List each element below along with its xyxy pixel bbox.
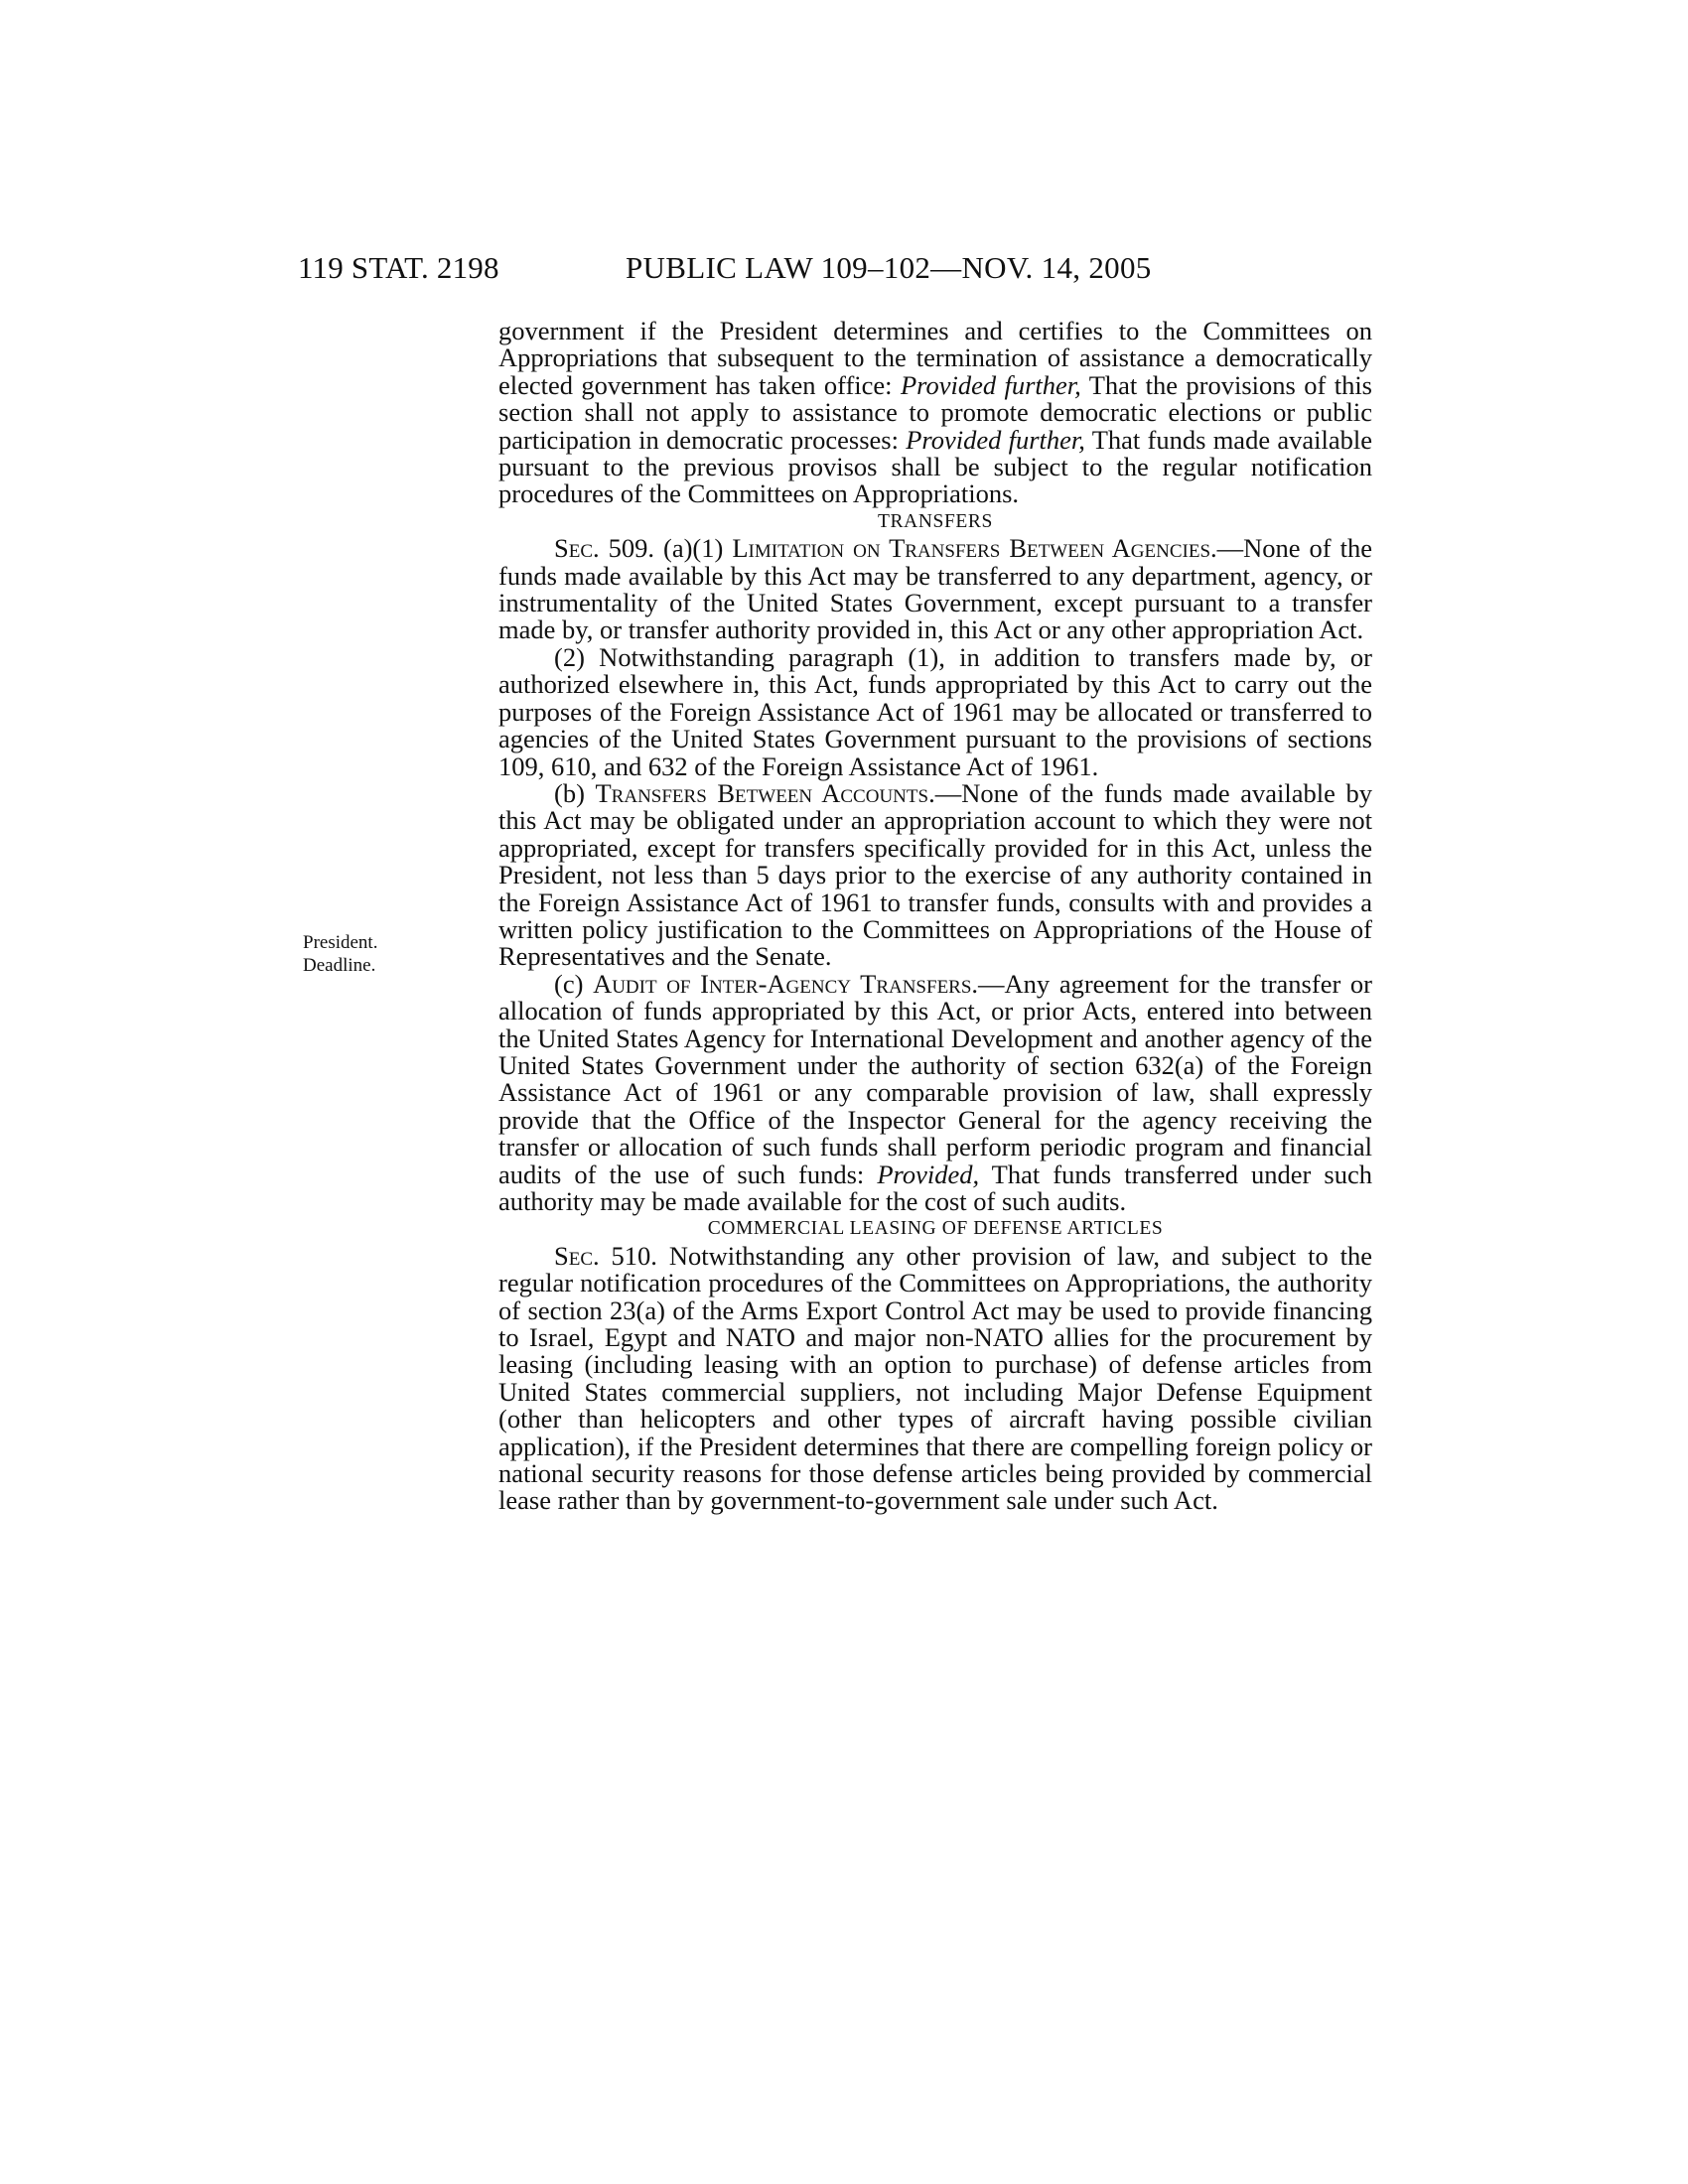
page-header — [0, 250, 1688, 290]
sec-509-a1 — [498, 535, 1372, 644]
public-law-citation: PUBLIC LAW 109–102—NOV. 14, 2005 — [626, 250, 1152, 285]
sec-509-c-number: (c) — [554, 968, 594, 999]
sec-509-a-title: Limitation on Transfers Between Agencies. — [732, 533, 1217, 564]
continued-text-2: That the provisions of this section shall not apply to assistance to promote democratic elections or public participation in democratic processes: — [498, 369, 1372, 455]
statute-page-number: 119 STAT. 2198 — [298, 250, 499, 285]
sec-509-c-title: Audit of Inter-Agency Transfers. — [593, 968, 979, 999]
body-text — [498, 318, 1372, 1515]
sec-509-b-title: Transfers Between Accounts. — [595, 777, 935, 808]
sec-510-label: Sec. 510. — [554, 1240, 657, 1271]
sec-510 — [498, 1240, 1372, 1516]
sec-509-a-number: (a)(1) — [654, 533, 733, 564]
sec-509-label: Sec. 509. — [554, 533, 655, 564]
margin-note-president: President. — [303, 932, 378, 953]
sec-509-c-text-2: That funds transferred under such authority may be made available for the cost of such audits. — [498, 1159, 1372, 1216]
continued-text-1: government if the President determines and certifies to the Committees on Appropriations that subsequent to the termination of assistance a democratically elected government has taken office: — [498, 316, 1372, 400]
sec-509-a2: (2) Notwithstanding paragraph (1), in addition to transfers made by, or authorized elsewhere in, this Act, funds appropriated by this Act to carry out the purposes of the Foreign Assistance Act of 1961 may be allocated or transferred to agencies of the United States Government pursuant to the provisions of sections 109, 610, and 632 of the Foreign Assistance Act of 1961. — [498, 641, 1372, 781]
margin-note — [303, 931, 377, 977]
proviso-italic-1: Provided further, — [900, 369, 1081, 400]
sec-509-c — [498, 968, 1372, 1216]
sec-509-b-number: (b) — [554, 777, 596, 808]
sec-509-b — [498, 777, 1372, 972]
margin-note-deadline: Deadline. — [303, 955, 376, 976]
sec-509-c-text: —Any agreement for the transfer or allocation of funds appropriated by this Act, or prior Acts, entered into between the United States Agency for International Development and another agency of the United States Government under the authority of section 632(a) of the Foreign Assistance Act of 1961 or any comparable provision of law, shall expressly provide that the Office of the Inspector General for the agency receiving the transfer or allocation of such funds shall perform periodic program and financial audits of the use of such funds: — [498, 968, 1372, 1189]
section-heading-commercial-leasing: COMMERCIAL LEASING OF DEFENSE ARTICLES — [707, 1218, 1164, 1240]
sec-509-c-proviso-italic: Provided, — [877, 1159, 980, 1189]
sec-510-text: Notwithstanding any other provision of law, and subject to the regular notification procedures of the Committees on Appropriations, the authority of section 23(a) of the Arms Export Control Act may be used to provide financing to Israel, Egypt and NATO and major non-NATO allies for the procurement by leasing (including leasing with an option to purchase) of defense articles from United States commercial suppliers, not including Major Defense Equipment (other than helicopters and other types of aircraft having possible civilian application), if the President determines that there are compelling foreign policy or national security reasons for those defense articles being provided by commercial lease rather than by government-to-government sale under such Act. — [498, 1240, 1372, 1516]
section-heading-transfers: TRANSFERS — [878, 510, 993, 532]
continued-paragraph — [498, 318, 1372, 508]
sec-509-a-text: —None of the funds made available by this Act may be transferred to any department, agency, or instrumentality of the United States Government, except pursuant to a transfer made by, or transfer authority provided in, this Act or any other appropriation Act. — [498, 533, 1372, 645]
sec-509-b-text: —None of the funds made available by this Act may be obligated under an appropriation account to which they were not appropriated, except for transfers specifically provided for in this Act, unless the President, not less than 5 days prior to the exercise of any authority contained in the Foreign Assistance Act of 1961 to transfer funds, consults with and provides a written policy justification to the Committees on Appropriations of the House of Representatives and the Senate. — [498, 777, 1372, 972]
continued-text-3: That funds made available pursuant to the previous provisos shall be subject to the regular notification procedures of the Committees on Appropriations. — [498, 424, 1372, 509]
proviso-italic-2: Provided further, — [906, 424, 1085, 455]
